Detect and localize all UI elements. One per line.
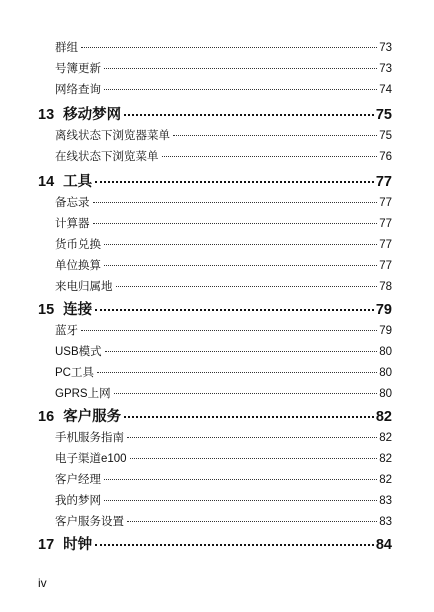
toc-entry[interactable]	[55, 512, 392, 532]
dot-leader	[95, 544, 374, 546]
chapter-number: 16	[38, 409, 55, 425]
dot-leader	[173, 135, 377, 136]
dot-leader	[81, 330, 377, 331]
dot-leader	[104, 265, 377, 266]
toc-entry-title: 号簿更新	[55, 63, 101, 75]
toc-entry-title: 客户服务设置	[55, 516, 124, 528]
toc-entry[interactable]	[55, 80, 392, 100]
toc-page-number: 77	[379, 218, 392, 230]
toc-page-number: 77	[379, 260, 392, 272]
toc-page-number: 82	[375, 409, 392, 425]
toc-entry[interactable]	[55, 321, 392, 341]
page-footer-number: iv	[38, 576, 47, 590]
toc-entry-title: 来电归属地	[55, 281, 113, 293]
toc-entry-title: 电子渠道e100	[55, 453, 127, 465]
chapter-title: 移动梦网	[63, 107, 122, 123]
toc-entry-title: 计算器	[55, 218, 90, 230]
toc-page-number: 75	[375, 107, 392, 123]
chapter-title: 连接	[63, 302, 93, 318]
toc-entry-title: PC工具	[55, 367, 94, 379]
toc-entry[interactable]	[55, 126, 392, 146]
toc-chapter[interactable]	[38, 298, 392, 322]
toc-page-number: 78	[379, 281, 392, 293]
toc-entry-title: 我的梦网	[55, 495, 101, 507]
toc-entry-title: GPRS上网	[55, 388, 111, 400]
dot-leader	[127, 437, 377, 438]
toc-entry[interactable]	[55, 342, 392, 362]
toc-page-number: 73	[379, 63, 392, 75]
toc-chapter[interactable]	[38, 533, 392, 557]
dot-leader	[127, 521, 377, 522]
chapter-number: 17	[38, 537, 55, 553]
toc-entry[interactable]	[55, 470, 392, 490]
dot-leader	[114, 393, 378, 394]
dot-leader	[116, 286, 378, 287]
dot-leader	[124, 114, 374, 116]
toc-entry[interactable]	[55, 256, 392, 276]
toc-entry-title: 货币兑换	[55, 239, 101, 251]
toc-page-number: 79	[375, 302, 392, 318]
toc-entry[interactable]	[55, 384, 392, 404]
toc-entry[interactable]	[55, 193, 392, 213]
toc-page-number: 84	[375, 537, 392, 553]
toc-page-number: 79	[379, 325, 392, 337]
toc-page-number: 73	[379, 42, 392, 54]
toc-page-number: 74	[379, 84, 392, 96]
toc-entry[interactable]	[55, 277, 392, 297]
toc-entry[interactable]	[55, 214, 392, 234]
chapter-number: 14	[38, 174, 55, 190]
toc-entry-title: 手机服务指南	[55, 432, 124, 444]
toc-page-number: 82	[379, 432, 392, 444]
dot-leader	[93, 223, 378, 224]
dot-leader	[81, 47, 377, 48]
toc-page-number: 77	[375, 174, 392, 190]
toc-entry-title: 网络查询	[55, 84, 101, 96]
toc-page-number: 76	[379, 151, 392, 163]
toc-page-number: 83	[379, 495, 392, 507]
toc-entry[interactable]	[55, 59, 392, 79]
toc-entry[interactable]	[55, 235, 392, 255]
dot-leader	[162, 156, 378, 157]
toc-entry-title: 备忘录	[55, 197, 90, 209]
toc-page-number: 75	[379, 130, 392, 142]
toc-entry-title: 单位换算	[55, 260, 101, 272]
toc-entry-title: 蓝牙	[55, 325, 78, 337]
toc-page-number: 83	[379, 516, 392, 528]
toc-chapter[interactable]	[38, 405, 392, 429]
dot-leader	[104, 68, 377, 69]
toc-entry-title: USB模式	[55, 346, 102, 358]
dot-leader	[105, 351, 378, 352]
toc-entry-title: 客户经理	[55, 474, 101, 486]
toc-entry-title: 离线状态下浏览器菜单	[55, 130, 170, 142]
toc-page-number: 80	[379, 388, 392, 400]
toc-entry[interactable]	[55, 147, 392, 167]
dot-leader	[95, 309, 374, 311]
dot-leader	[104, 89, 377, 90]
dot-leader	[104, 244, 377, 245]
toc-entry[interactable]	[55, 38, 392, 58]
dot-leader	[97, 372, 377, 373]
chapter-number: 15	[38, 302, 55, 318]
toc-chapter[interactable]	[38, 170, 392, 194]
toc-page-number: 82	[379, 474, 392, 486]
chapter-title: 工具	[63, 174, 93, 190]
toc-entry[interactable]	[55, 428, 392, 448]
dot-leader	[124, 416, 374, 418]
toc-entry[interactable]	[55, 491, 392, 511]
toc-entry[interactable]	[55, 449, 392, 469]
chapter-number: 13	[38, 107, 55, 123]
dot-leader	[93, 202, 378, 203]
toc-page-number: 82	[379, 453, 392, 465]
toc-chapter[interactable]	[38, 103, 392, 127]
toc-entry[interactable]	[55, 363, 392, 383]
toc-page-number: 77	[379, 197, 392, 209]
dot-leader	[130, 458, 378, 459]
toc-entry-title: 在线状态下浏览菜单	[55, 151, 159, 163]
dot-leader	[104, 500, 377, 501]
dot-leader	[104, 479, 377, 480]
chapter-title: 客户服务	[63, 409, 122, 425]
toc-page-number: 80	[379, 367, 392, 379]
toc-entry-title: 群组	[55, 42, 78, 54]
toc-page-number: 77	[379, 239, 392, 251]
chapter-title: 时钟	[63, 537, 93, 553]
toc-page-number: 80	[379, 346, 392, 358]
dot-leader	[95, 181, 374, 183]
